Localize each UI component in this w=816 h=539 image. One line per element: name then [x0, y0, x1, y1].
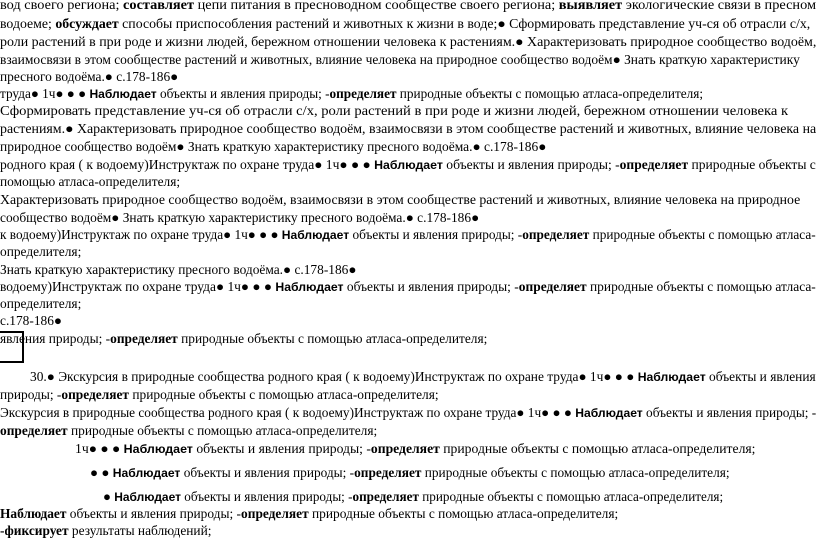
bold-term: Наблюдает	[123, 442, 193, 456]
text-line	[0, 52, 800, 68]
bold-term: составляет	[123, 0, 195, 12]
text-line	[0, 157, 816, 173]
bold-term: Наблюдает	[275, 280, 344, 294]
text-run: результаты наблюдений;	[68, 523, 212, 538]
bold-term: определяет	[518, 279, 587, 294]
text-run: пресного водоёма.● с.178-186●	[0, 69, 179, 84]
text-run: ● ●	[90, 465, 113, 480]
text-line	[0, 296, 81, 312]
text-run: определителя;	[0, 244, 82, 259]
text-run: водоеме;	[0, 16, 56, 31]
text-line	[0, 86, 703, 102]
text-run: объекты и явления природы; -	[442, 157, 620, 172]
text-run: природные объекты с помощью атласа-определителя;	[308, 506, 619, 521]
text-run: помощью атласа-определителя;	[0, 174, 181, 189]
text-run: природные объекты с помощью атласа-определителя;	[439, 441, 756, 456]
bold-term: обсуждает	[55, 16, 119, 31]
text-line	[75, 441, 755, 457]
text-run: природы; -	[0, 387, 62, 402]
bold-term: Наблюдает	[575, 406, 643, 420]
bold-term: определяет	[370, 441, 440, 456]
text-line	[0, 69, 178, 85]
text-run: объекты и явления природы; -	[180, 489, 353, 504]
bold-term: определяет	[352, 489, 419, 504]
text-line	[0, 16, 810, 32]
text-run: природные объекты с помощью атласа-определителя;	[129, 387, 439, 402]
text-run: взаимосвязи в этом сообществе растений и животных, влияние человека на природное сообщество водоём● Знать краткую характеристику	[0, 52, 800, 67]
text-line	[0, 192, 800, 208]
text-line	[30, 369, 816, 385]
text-line	[0, 0, 816, 13]
bold-term: определяет	[522, 227, 590, 242]
bold-term: определяет	[0, 423, 68, 438]
text-run: сообщество водоём● Знать краткую характеристику пресного водоёма.● с.178-186●	[0, 210, 480, 225]
text-run: Сформировать представление уч-ся об отрасли с/х, роли растений в при роде и жизни людей, бережном отношении человека к	[0, 103, 789, 118]
text-run: объекты и явления природы; -	[642, 405, 816, 420]
bold-term: определяет	[354, 465, 422, 480]
text-run: объекты и явления природы; -	[180, 465, 355, 480]
text-run: Экскурсия в природные сообщества родного края ( к водоему)Инструктаж по охране труда● 1ч● ● ●	[0, 405, 576, 420]
bold-term: Наблюдает	[89, 87, 157, 101]
text-run: родного края ( к водоему)Инструктаж по охране труда● 1ч● ● ●	[0, 157, 375, 172]
bold-term: определяет	[329, 86, 397, 101]
text-run: водоему)Инструктаж по охране труда● 1ч● ● ●	[0, 279, 276, 294]
text-line	[0, 313, 62, 329]
text-line	[0, 262, 356, 278]
bold-term: определяет	[619, 157, 689, 172]
text-line	[0, 227, 816, 243]
text-line	[0, 279, 816, 295]
text-run: природные объекты с	[688, 157, 816, 172]
text-line	[90, 465, 730, 481]
text-line	[0, 34, 816, 50]
text-run: экологические связи в пресном	[622, 0, 816, 12]
text-line	[0, 506, 618, 522]
text-line	[0, 139, 546, 155]
text-run: объекты и явления	[705, 369, 816, 384]
bold-term: Наблюдает	[637, 370, 706, 384]
text-run: к водоему)Инструктаж по охране труда● 1ч● ● ●	[0, 227, 282, 242]
bold-term: Наблюдает	[112, 466, 181, 480]
text-run: 30.● Экскурсия в природные сообщества родного края ( к водоему)Инструктаж по охране труда● 1ч● ● ●	[30, 369, 638, 384]
text-run: природные объекты с помощью атласа-	[589, 227, 816, 242]
bold-term: определяет	[110, 331, 178, 346]
text-line	[0, 103, 788, 119]
bold-term: Наблюдает	[281, 228, 350, 242]
text-line	[103, 489, 723, 505]
bold-term: выявляет	[558, 0, 623, 12]
text-run: природные объекты с помощью атласа-определителя;	[418, 489, 724, 504]
text-run: природные объекты с помощью атласа-определителя;	[421, 465, 730, 480]
text-run: 1ч● ● ●	[75, 441, 124, 456]
text-run: ●	[103, 489, 115, 504]
bold-term: -фиксирует	[0, 523, 69, 538]
bold-term: Наблюдает	[114, 490, 181, 504]
text-run: объекты и явления природы; -	[192, 441, 371, 456]
bold-term: определяет	[241, 506, 309, 521]
text-line	[0, 423, 377, 439]
text-line	[0, 174, 180, 190]
text-run: природное сообщество водоём● Знать краткую характеристику пресного водоёма.● с.178-186●	[0, 139, 547, 154]
text-run: природные объекты с помощью атласа-определителя;	[396, 86, 704, 101]
text-line	[0, 523, 211, 539]
text-line	[0, 387, 439, 403]
bold-term: Наблюдает	[0, 506, 67, 521]
text-run: объекты и явления природы; -	[349, 227, 523, 242]
text-run: объекты и явления природы; -	[343, 279, 519, 294]
bold-term: Наблюдает	[374, 158, 443, 172]
text-line	[0, 331, 487, 347]
text-line	[0, 121, 816, 137]
text-run: Характеризовать природное сообщество водоём, взаимосвязи в этом сообществе растений и животных, влияние человека на природное	[0, 192, 801, 207]
text-line	[0, 244, 81, 260]
text-run: объекты и явления природы; -	[66, 506, 242, 521]
text-run: природные объекты с помощью атласа-определителя;	[67, 423, 378, 438]
text-run: объекты и явления природы; -	[156, 86, 330, 101]
text-run: роли растений в при роде и жизни людей, бережном отношении человека к растениям.● Характеризовать природное сообщество водоём,	[0, 34, 816, 49]
text-run: природные объекты с помощью атласа-	[586, 279, 816, 294]
text-run: природные объекты с помощью атласа-определителя;	[177, 331, 488, 346]
text-run: труда● 1ч● ● ●	[0, 86, 90, 101]
text-line	[0, 405, 816, 421]
text-run: способы приспособления растений и животных к жизни в воде;● Сформировать представление уч-ся об отрасли с/х,	[118, 16, 811, 31]
text-run: явления природы; -	[0, 331, 111, 346]
text-run: цепи питания в пресноводном сообществе своего региона;	[194, 0, 559, 12]
text-run: вод своего региона;	[0, 0, 124, 12]
text-run: растениям.● Характеризовать природное сообщество водоём, взаимосвязи в этом сообществе растений и животных, влияние человека на	[0, 121, 816, 136]
text-run: определителя;	[0, 296, 82, 311]
text-run: Знать краткую характеристику пресного водоёма.● с.178-186●	[0, 262, 357, 277]
bold-term: определяет	[61, 387, 129, 402]
text-line	[0, 210, 479, 226]
text-run: с.178-186●	[0, 313, 63, 328]
